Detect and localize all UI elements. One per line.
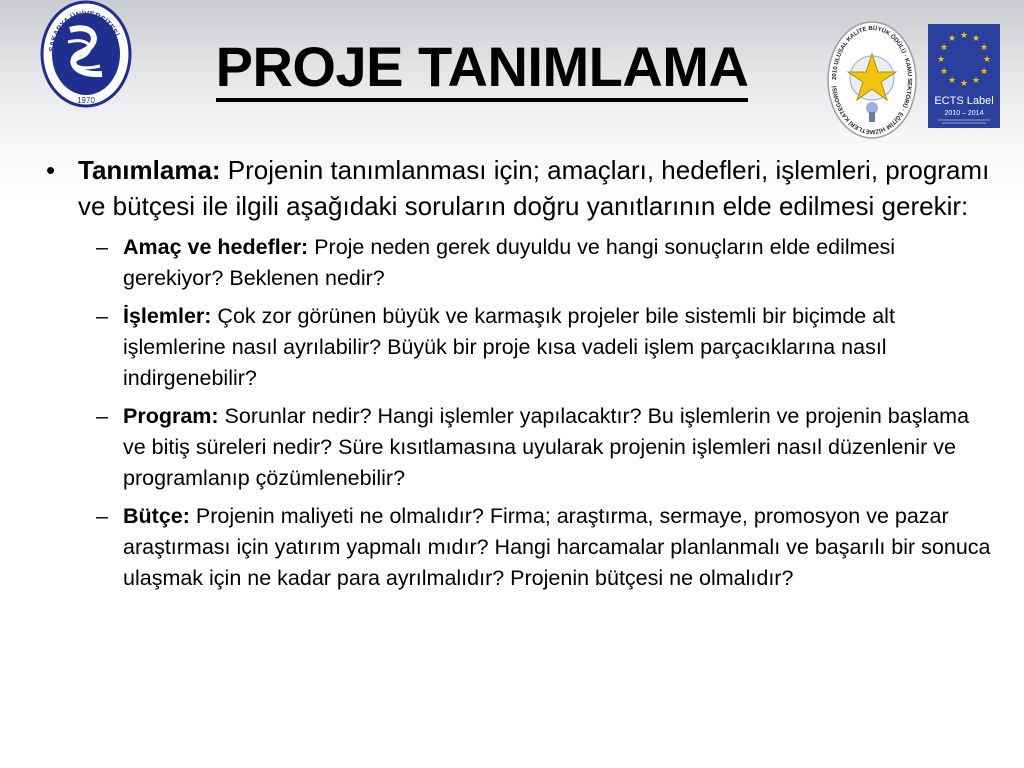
- ects-label-text: ECTS Label: [934, 95, 994, 107]
- sub-bullet-text: Çok zor görünen büyük ve karmaşık projeler bile sistemli bir biçimde alt işlemlerine nasıl ayrılabilir? Büyük bir proje kısa vadeli işlem parçacıklarına nasıl indirgenebilir?: [123, 304, 895, 390]
- page-title-text: PROJE TANIMLAMA: [216, 35, 749, 102]
- sub-bullet-label: Bütçe:: [123, 504, 190, 528]
- sub-bullet-text: Proje neden gerek duyuldu ve hangi sonuçların elde edilmesi gerekiyor? Beklenen nedir?: [123, 235, 896, 290]
- main-bullet: [36, 152, 996, 224]
- page-title: [176, 32, 788, 102]
- sub-bullet-list: [36, 232, 996, 594]
- dash-marker: –: [96, 304, 108, 328]
- sub-bullet-text: Sorunlar nedir? Hangi işlemler yapılacaktır? Bu işlemlerin ve projenin başlama ve bitiş süreleri nedir? Süre kısıtlamasına uyularak projenin işlemleri nasıl düzenlenir ve programlanıp çözümlenebilir?: [123, 404, 970, 490]
- svg-text:★: ★: [979, 42, 989, 52]
- sub-bullet-budget: [36, 501, 996, 594]
- main-bullet-label: Tanımlama:: [78, 155, 221, 185]
- sub-bullet-purpose: [36, 232, 996, 294]
- svg-text:★: ★: [947, 33, 957, 43]
- sub-bullet-label: İşlemler:: [123, 304, 212, 328]
- university-ring-text: SAKARYA ÜNİVERSİTESİ: [47, 8, 121, 53]
- award-ring-text: 2010 ULUSAL KALİTE BÜYÜK ÖDÜLÜ · KAMU SEKTÖRÜ · EĞİTİM HİZMETLERİ KATEGORİSİ: [831, 25, 913, 135]
- main-bullet-text: Projenin tanımlanması için; amaçları, hedefleri, işlemleri, programı ve bütçesi ile ilgili aşağıdaki soruların doğru yanıtlarının elde edilmesi gerekir:: [78, 155, 990, 221]
- dash-marker: –: [96, 404, 108, 428]
- dash-marker: –: [96, 235, 108, 259]
- sub-bullet-text: Projenin maliyeti ne olmalıdır? Firma; araştırma, sermaye, promosyon ve pazar araştırması için yatırım yapmalı mıdır? Hangi harcamalar planlanmalı ve başarılı bir sonuca ulaşmak için ne kadar para ayrılmalıdır? Projenin bütçesi ne olmalıdır?: [123, 504, 991, 590]
- svg-text:★: ★: [959, 30, 969, 40]
- svg-text:★: ★: [939, 42, 949, 52]
- quality-award-logo: [826, 20, 918, 140]
- svg-text:★: ★: [939, 66, 949, 76]
- svg-text:★: ★: [982, 54, 992, 64]
- sub-bullet-operations: [36, 301, 996, 394]
- sub-bullet-label: Program:: [123, 404, 219, 428]
- svg-text:★: ★: [971, 75, 981, 85]
- bullet-marker: •: [46, 155, 56, 185]
- university-year: 1970: [77, 96, 95, 105]
- sub-bullet-label: Amaç ve hedefler:: [123, 235, 309, 259]
- svg-text:★: ★: [979, 66, 989, 76]
- dash-marker: –: [96, 504, 108, 528]
- svg-text:★: ★: [936, 54, 946, 64]
- slide-content: [36, 152, 996, 601]
- svg-text:★: ★: [971, 33, 981, 43]
- svg-text:★: ★: [959, 78, 969, 88]
- sub-bullet-program: [36, 401, 996, 494]
- ects-label-logo: [928, 24, 1000, 128]
- university-logo: [40, 0, 132, 108]
- ects-years: 2010 – 2014: [944, 110, 984, 117]
- svg-text:★: ★: [947, 75, 957, 85]
